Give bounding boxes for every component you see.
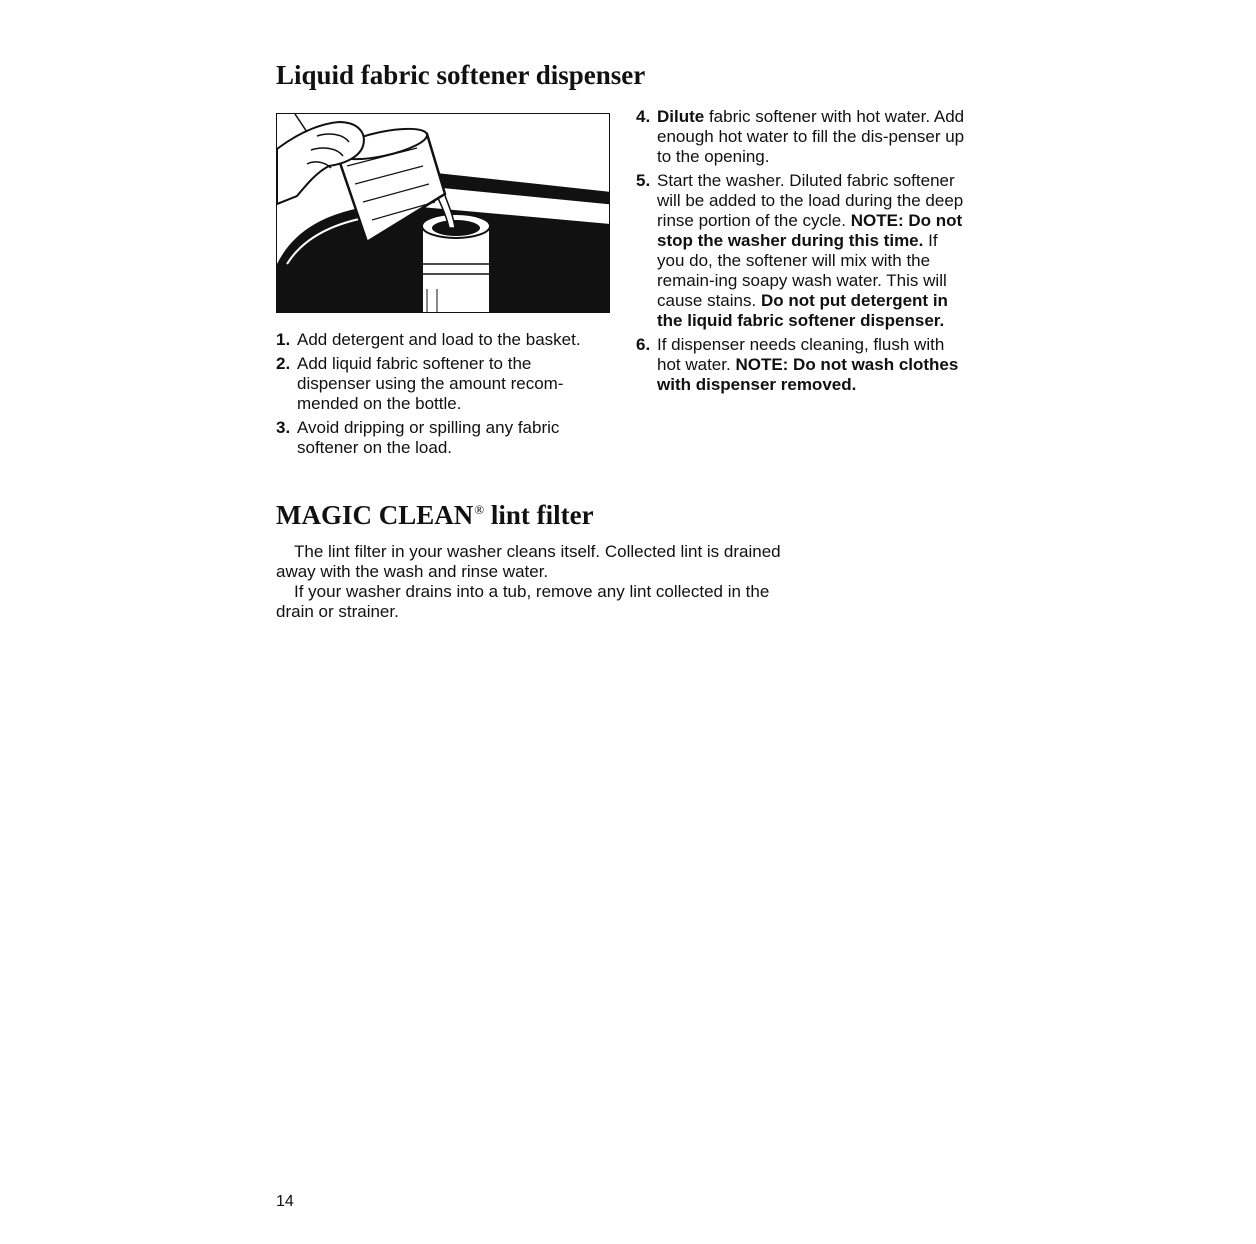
step-number: 4. xyxy=(636,107,651,126)
page-number: 14 xyxy=(276,1193,294,1210)
step-lead-bold: Dilute xyxy=(657,107,705,126)
steps-list-left xyxy=(276,330,606,462)
washer-top-band xyxy=(427,172,610,204)
step-note-bold: NOTE: Do not stop the washer during this time. xyxy=(657,211,963,250)
step-1 xyxy=(276,330,606,350)
step-text: Add detergent and load to the basket. xyxy=(297,330,581,349)
section-title-lint-filter xyxy=(276,500,594,531)
step-3 xyxy=(276,418,606,458)
steps-list-right xyxy=(636,107,966,399)
step-number: 2. xyxy=(276,354,291,373)
step-warning-bold: Do not put detergent in the liquid fabric softener dispenser. xyxy=(657,291,948,330)
illustration-drawing xyxy=(277,114,610,313)
step-2 xyxy=(276,354,606,414)
lint-filter-title-brand: MAGIC CLEAN xyxy=(276,500,474,530)
pouring-softener-into-dispenser-illustration xyxy=(276,113,610,313)
step-number: 6. xyxy=(636,335,651,354)
section-title-fabric-softener: Liquid fabric softener dispenser xyxy=(276,60,646,90)
step-5 xyxy=(636,171,966,331)
step-6 xyxy=(636,335,966,395)
step-4 xyxy=(636,107,966,167)
step-number: 1. xyxy=(276,330,291,349)
registered-mark: ® xyxy=(474,502,485,517)
step-text: If you do, the softener will mix with the remain-ing soapy wash water. This will cause stains. xyxy=(657,231,947,310)
lint-filter-paragraph-2: If your washer drains into a tub, remove any lint collected in the drain or strainer. xyxy=(276,582,770,621)
step-text: fabric softener with hot water. Add enough hot water to fill the dis-penser up to the opening. xyxy=(657,107,965,166)
step-note-bold: NOTE: Do not wash clothes with dispenser removed. xyxy=(657,355,959,394)
step-text: If dispenser needs cleaning, flush with hot water. xyxy=(657,335,945,374)
lint-filter-paragraph-1: The lint filter in your washer cleans itself. Collected lint is drained away with the wash and rinse water. xyxy=(276,542,781,581)
step-text: Avoid dripping or spilling any fabric softener on the load. xyxy=(297,418,560,457)
step-number: 5. xyxy=(636,171,651,190)
lint-filter-title-suffix: lint filter xyxy=(484,500,594,530)
step-number: 3. xyxy=(276,418,291,437)
step-text: Start the washer. Diluted fabric softener will be added to the load during the deep rinse portion of the cycle. xyxy=(657,171,964,230)
step-text: Add liquid fabric softener to the dispenser using the amount recom-mended on the bottle. xyxy=(297,354,564,413)
